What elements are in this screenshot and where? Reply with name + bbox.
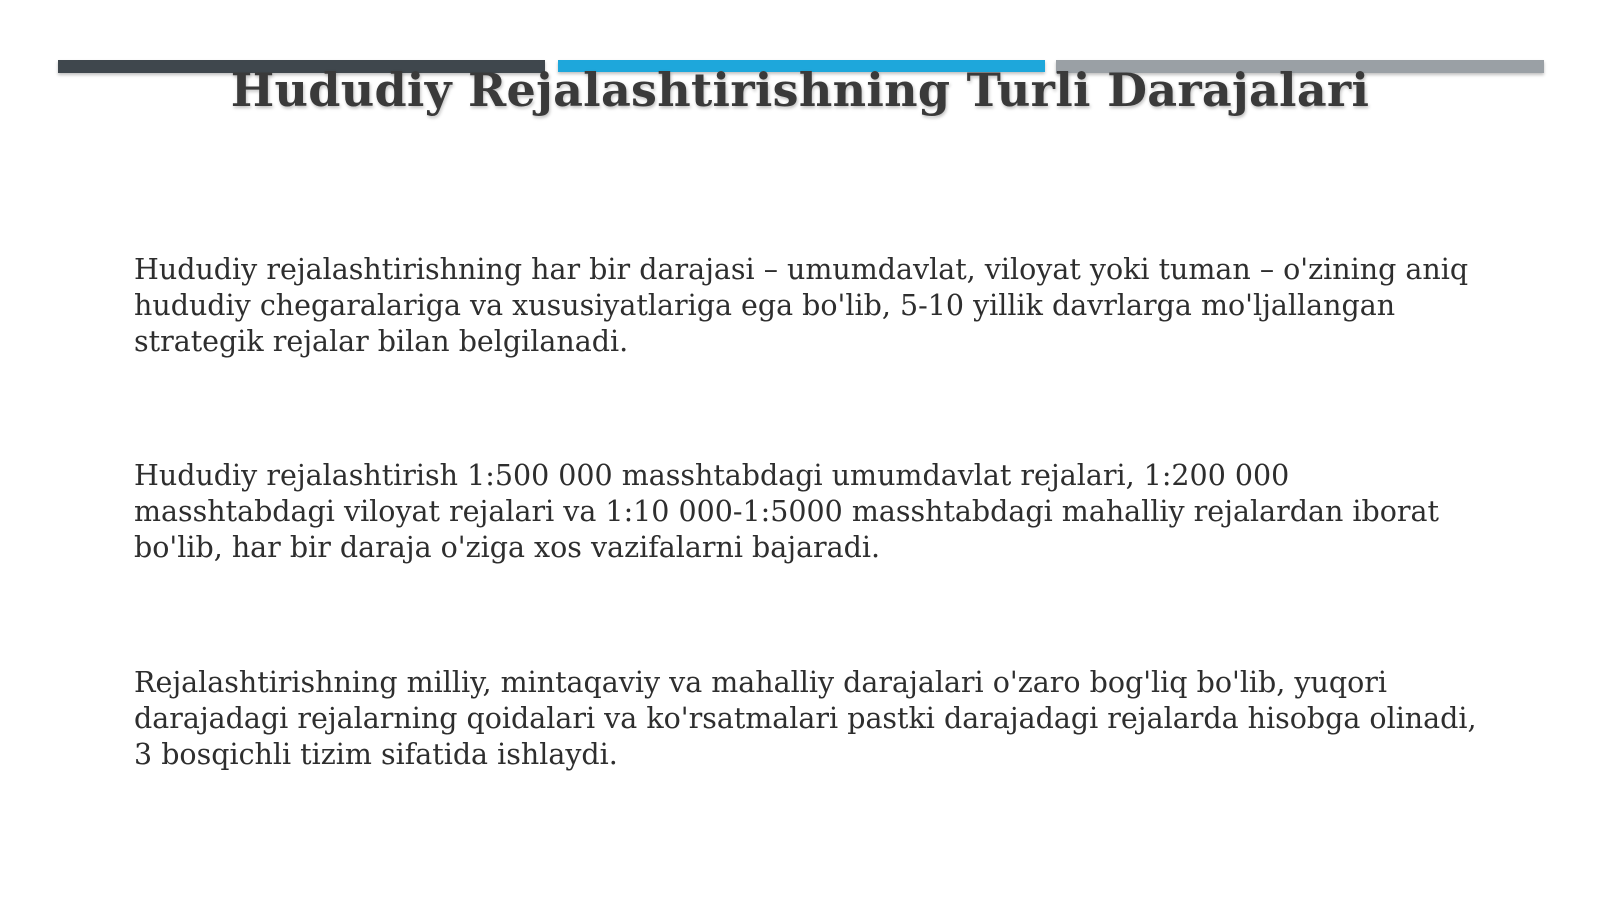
paragraph-plan-scales: Hududiy rejalashtirish 1:500 000 masshtabdagi umumdavlat rejalari, 1:200 000 masshtabdagi viloyat rejalari va 1:10 000-1:5000 masshtabdagi mahalliy rejalardan iborat bo'lib, har bir daraja o'ziga xos vazifalarni bajaradi.: [134, 459, 1439, 564]
paragraph-interrelated-levels: Rejalashtirishning milliy, mintaqaviy va mahalliy darajalari o'zaro bog'liq bo'lib, yuqori darajadagi rejalarning qoidalari va ko'rsatmalari pastki darajadagi rejalarda hisobga olinadi, 3 bosqichli tizim sifatida ishlaydi.: [134, 666, 1477, 771]
paragraph-levels-boundaries: Hududiy rejalashtirishning har bir darajasi – umumdavlat, viloyat yoki tuman – o'zining aniq hududiy chegaralariga va xususiyatlariga ega bo'lib, 5-10 yillik davrlarga mo'ljallangan strategik rejalar bilan belgilanadi.: [134, 253, 1469, 358]
slide-title: Hududiy Rejalashtirishning Turli Darajalari: [230, 63, 1370, 117]
